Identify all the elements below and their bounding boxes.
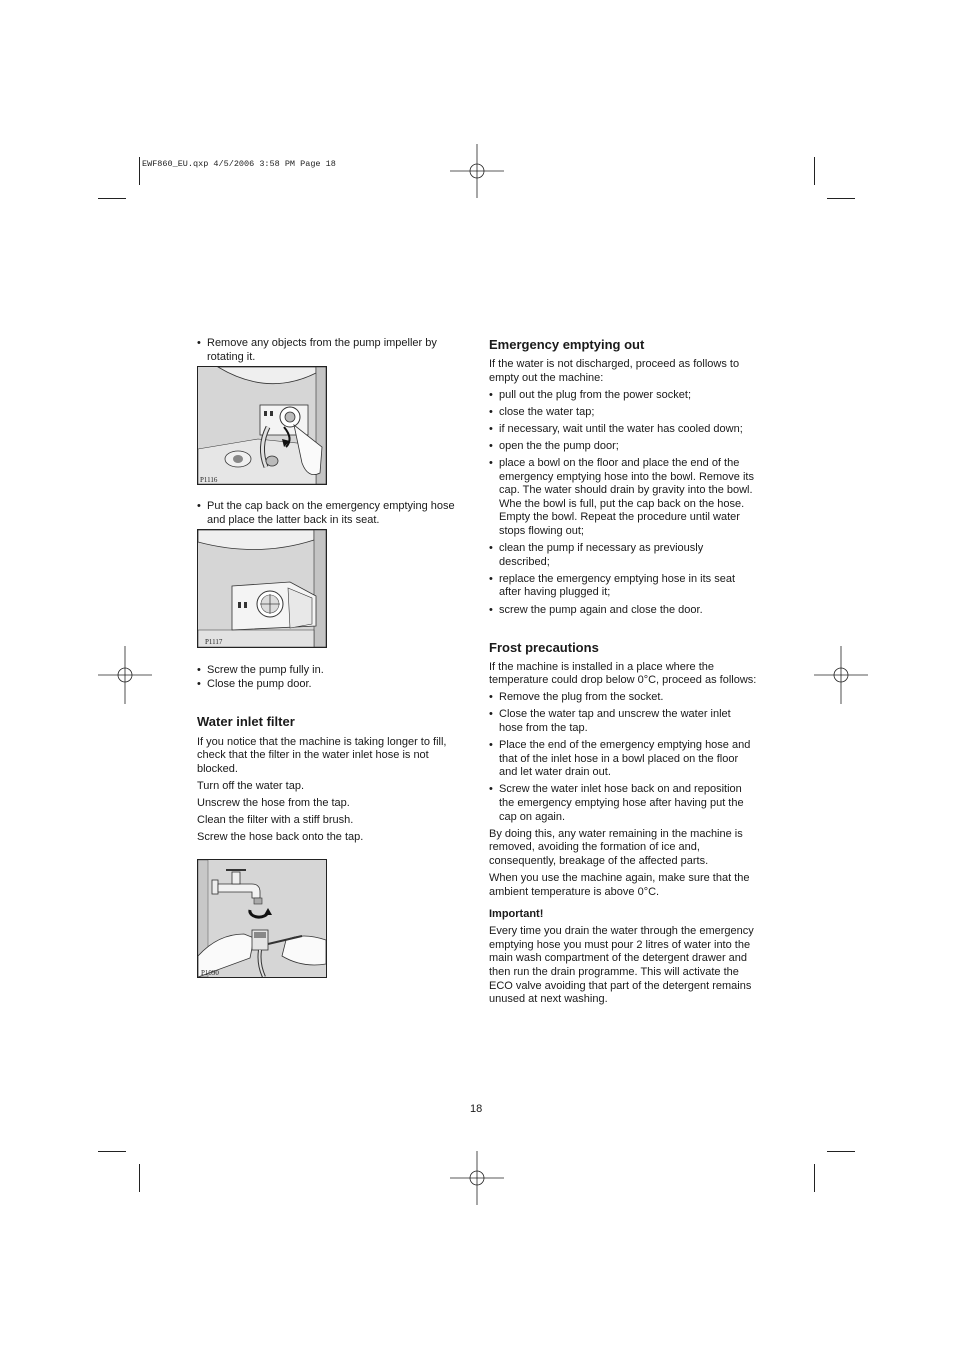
paragraph: When you use the machine again, make sure that the ambient temperature is above 0°C. [489, 871, 750, 898]
figure-tap-filter [197, 859, 327, 978]
heading-important: Important! [489, 907, 544, 920]
crop-mark [98, 1151, 126, 1152]
crop-mark [139, 1164, 140, 1192]
paragraph: If the machine is installed in a place where the temperature could drop below 0°C, proceed as follows: [489, 660, 757, 687]
heading-water-inlet-filter: Water inlet filter [197, 713, 295, 729]
bullet-put-cap-back: • Put the cap back on the emergency emptying hose and place the latter back in its seat. [197, 500, 465, 527]
figure-label: P1116 [200, 476, 218, 484]
list-item: • Remove the plug from the socket. [489, 691, 757, 705]
list-item: • Screw the water inlet hose back on and reposition the emergency emptying hose after having put the cap on again. [489, 783, 757, 824]
registration-mark-left [98, 646, 152, 704]
list-item: • close the water tap; [489, 406, 757, 420]
paragraph: Clean the filter with a stiff brush. [197, 814, 354, 827]
list-item: • open the the pump door; [489, 440, 757, 454]
left-column [197, 337, 465, 368]
bullet-close-door: • Close the pump door. [197, 678, 465, 692]
list-item: • if necessary, wait until the water has cooled down; [489, 423, 757, 437]
paragraph: If you notice that the machine is taking longer to fill, check that the filter in the water inlet hose is not blocked. [197, 735, 447, 775]
heading-frost-precautions: Frost precautions [489, 639, 599, 655]
list-item: • replace the emergency emptying hose in its seat after having plugged it; [489, 573, 757, 600]
crop-mark [814, 157, 815, 185]
paragraph: If the water is not discharged, proceed as follows to empty out the machine: [489, 358, 740, 384]
registration-mark-bottom [450, 1151, 504, 1205]
list-item: • clean the pump if necessary as previously described; [489, 542, 757, 569]
heading-emergency-emptying: Emergency emptying out [489, 337, 645, 352]
figure-pump-door [197, 529, 327, 648]
figure-label: P1090 [201, 969, 219, 977]
paragraph-important: Every time you drain the water through the emergency emptying hose you must pour 2 litres of water into the main wash compartment of the detergent drawer and then run the drain programme. This will activate the ECO valve avoiding that part of the detergent remains unused at next washing. [489, 925, 754, 1006]
bullet-screw-pump: • Screw the pump fully in. [197, 664, 465, 678]
list-item: • place a bowl on the floor and place the end of the emergency emptying hose into the bowl. Remove its cap. The water should drain by gravity into the bowl. Whe the bowl is full, put the cap back on the hose. Empty the bowl. Repeat the procedure until water stops flowing out; [489, 457, 757, 539]
list-item: • Place the end of the emergency emptying hose and that of the inlet hose in a bowl placed on the floor and let water drain out. [489, 739, 757, 780]
print-slug: EWF860_EU.qxp 4/5/2006 3:58 PM Page 18 [142, 159, 336, 169]
crop-mark [827, 1151, 855, 1152]
list-item: • Close the water tap and unscrew the water inlet hose from the tap. [489, 708, 757, 735]
page-number: 18 [470, 1103, 483, 1115]
crop-mark [814, 1164, 815, 1192]
right-column [489, 337, 757, 1010]
figure-pump-impeller [197, 366, 327, 485]
registration-mark-top [450, 144, 504, 198]
paragraph: By doing this, any water remaining in the machine is removed, avoiding the formation of ice and, consequently, breakage of the affected parts. [489, 827, 743, 867]
crop-mark [98, 198, 126, 199]
bullet-remove-objects: • Remove any objects from the pump impeller by rotating it. [197, 337, 465, 364]
crop-mark [139, 157, 140, 185]
list-item: • pull out the plug from the power socket; [489, 389, 757, 403]
list-item: • screw the pump again and close the door. [489, 604, 757, 618]
figure-label: P1117 [205, 638, 223, 646]
left-column-cap [197, 500, 465, 531]
paragraph: Turn off the water tap. [197, 779, 305, 792]
left-column-pump [197, 664, 465, 848]
paragraph: Screw the hose back onto the tap. [197, 831, 364, 844]
crop-mark [827, 198, 855, 199]
paragraph: Unscrew the hose from the tap. [197, 797, 350, 810]
registration-mark-right [814, 646, 868, 704]
